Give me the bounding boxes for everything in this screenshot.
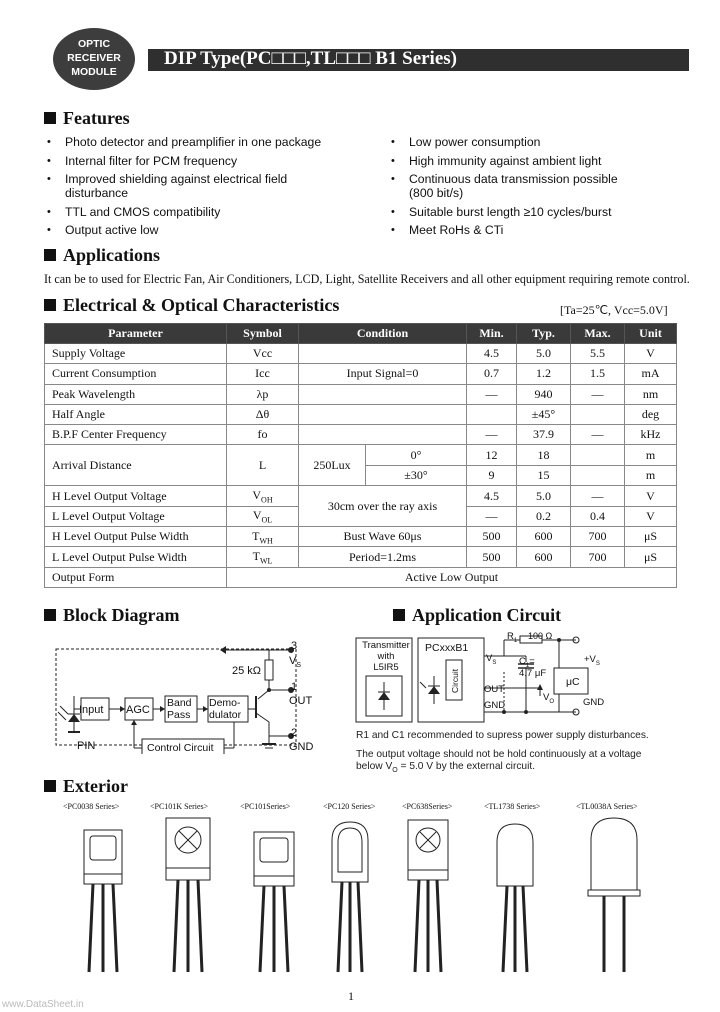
cell: 5.0 (517, 344, 571, 364)
arrow-left-icon (220, 646, 226, 654)
cell: 0.4 (571, 506, 625, 526)
cell: 4.5 (467, 486, 517, 506)
cell: m (625, 465, 677, 486)
c1-value: 4.7 μF (519, 668, 547, 679)
series-label: <PC101K Series> (150, 802, 209, 811)
resistor-label: 25 kΩ (232, 665, 262, 677)
square-bullet-icon (44, 112, 56, 124)
cell: V (625, 486, 677, 506)
cell: L (227, 445, 299, 486)
square-bullet-icon (44, 780, 56, 792)
cell: 15 (517, 465, 571, 486)
vs-text: V (289, 655, 297, 667)
cell: fo (227, 425, 299, 445)
pin1-label: 1 (291, 681, 298, 693)
cell: L Level Output Voltage (45, 506, 227, 526)
gnd-label: GND (289, 741, 314, 753)
pc0038-package (84, 830, 122, 972)
block-diagram-heading-text: Block Diagram (63, 605, 180, 625)
page-title: DIP Type(PC□□□,TL□□□ B1 Series) (164, 48, 457, 69)
cell: Input Signal=0 (299, 364, 467, 384)
table-row (45, 384, 677, 404)
symbol: T (252, 528, 260, 543)
cell (299, 384, 467, 404)
vo-sub: O (549, 698, 555, 705)
cell: 12 (467, 445, 517, 466)
cell: Output Form (45, 567, 227, 587)
vo-text: V (543, 692, 550, 703)
arrival-condition-cell (299, 445, 467, 486)
c1-sub: 1 (525, 662, 530, 669)
cell: H Level Output Voltage (45, 486, 227, 506)
cell: 700 (571, 527, 625, 547)
cell: V (625, 344, 677, 364)
badge-line-2: RECEIVER (67, 52, 121, 64)
col-header: Parameter (45, 324, 227, 344)
optic-receiver-badge (53, 28, 135, 90)
cell: 700 (571, 547, 625, 567)
cell (571, 404, 625, 424)
table-row (45, 364, 677, 384)
transmitter-label (358, 640, 414, 673)
cell: Bust Wave 60μs (299, 527, 467, 547)
application-circuit-heading (393, 605, 561, 626)
test-conditions: [Ta=25℃, Vcc=5.0V] (560, 303, 668, 317)
cell: B.P.F Center Frequency (45, 425, 227, 445)
part-label: PCxxxB1 (425, 642, 469, 654)
pc101-package (254, 832, 294, 972)
resistor (265, 660, 273, 680)
circuit-notes (356, 730, 656, 784)
badge-line-1: OPTIC (77, 38, 111, 50)
cell (227, 486, 299, 506)
cell: kHz (625, 425, 677, 445)
agc-label: AGC (126, 704, 150, 716)
cell: Active Low Output (227, 567, 677, 587)
demod-line-1: Demo- (209, 697, 241, 709)
feature-item: • Internal filter for PCM frequency (46, 154, 346, 168)
page-number: 1 (348, 989, 354, 1003)
arrival-lux: 250Lux (299, 445, 366, 485)
table-row (45, 445, 677, 466)
cell (571, 465, 625, 486)
vs-sub: S (296, 662, 302, 670)
application-circuit-heading-text: Application Circuit (412, 605, 562, 625)
square-bullet-icon (44, 609, 56, 621)
col-header: Typ. (517, 324, 571, 344)
features-list-left (46, 135, 346, 242)
vs-label (486, 653, 496, 666)
out-label: OUT (484, 684, 505, 695)
cell: 500 (467, 527, 517, 547)
table-row (45, 404, 677, 424)
r1-value: 100 Ω (528, 631, 553, 641)
symbol-sub: WH (259, 535, 273, 545)
cell: Half Angle (45, 404, 227, 424)
vs-text: V (486, 653, 493, 664)
symbol-sub: WL (259, 556, 273, 566)
square-bullet-icon (393, 609, 405, 621)
light-ray-icon (420, 682, 426, 688)
col-header: Condition (299, 324, 467, 344)
cell: 940 (517, 384, 571, 404)
series-label: <PC120 Series> (323, 802, 376, 811)
col-header: Unit (625, 324, 677, 344)
control-circuit-label: Control Circuit (147, 742, 214, 754)
exterior-heading-text: Exterior (63, 776, 128, 796)
feature-item: • Photo detector and preamplifier in one package (46, 135, 346, 149)
feature-item: • High immunity against ambient light (390, 154, 650, 168)
feature-item: • Continuous data transmission possible (800 bit/s) (390, 172, 629, 200)
col-header: Symbol (227, 324, 299, 344)
vo-label (543, 692, 554, 705)
symbol-sub: OH (261, 495, 273, 505)
cell: 5.5 (571, 344, 625, 364)
cell: V (625, 506, 677, 526)
cell: 9 (467, 465, 517, 486)
out-label: OUT (289, 695, 313, 707)
c1-text: C (519, 656, 526, 667)
tx-line-2: with (377, 651, 395, 662)
photodiode-icon (428, 686, 440, 694)
r1-label (507, 631, 517, 644)
vs-label (289, 655, 301, 669)
cell: λp (227, 384, 299, 404)
c1-eq: = (529, 656, 535, 667)
table-row (45, 547, 677, 567)
applications-heading (44, 245, 160, 266)
vs-sub: S (492, 659, 497, 666)
note-1: R1 and C1 recommended to supress power supply disturbances. (356, 730, 649, 741)
cell: 600 (517, 547, 571, 567)
pc101k-package (166, 818, 210, 972)
cell: — (467, 384, 517, 404)
cell: Period=1.2ms (299, 547, 467, 567)
cell: — (571, 425, 625, 445)
cell: 5.0 (517, 486, 571, 506)
pc638-package (408, 820, 448, 972)
feature-item: • Suitable burst length ≥10 cycles/burst (390, 205, 650, 219)
arrival-angle: 0° (366, 445, 466, 466)
gnd-label: GND (484, 700, 506, 711)
input-label: Input (79, 704, 104, 716)
bandpass-line-1: Band (167, 697, 192, 709)
pin-label: PIN (77, 740, 96, 752)
feature-item: • TTL and CMOS compatibility (46, 205, 346, 219)
feature-item: • Meet RoHs & CTi (390, 223, 650, 237)
cell: deg (625, 404, 677, 424)
cell: 1.5 (571, 364, 625, 384)
cell: Supply Voltage (45, 344, 227, 364)
note-2-a: The output voltage should not be hold continuously at a voltage below V (356, 749, 642, 772)
block-diagram-heading (44, 605, 180, 626)
tl0038a-package (588, 818, 640, 972)
cell: 37.9 (517, 425, 571, 445)
features-list-right (390, 135, 650, 242)
feature-item: • Improved shielding against electrical field disturbance (46, 172, 305, 200)
symbol: V (252, 487, 262, 502)
bandpass-line-2: Pass (167, 709, 191, 721)
cell: 0.7 (467, 364, 517, 384)
feature-item: • Low power consumption (390, 135, 650, 149)
cell: Current Consumption (45, 364, 227, 384)
cell: Vcc (227, 344, 299, 364)
cell: L Level Output Pulse Width (45, 547, 227, 567)
exterior-heading (44, 776, 128, 797)
cell: Icc (227, 364, 299, 384)
watermark: www.DataSheet.in (2, 999, 84, 1010)
cell: 18 (517, 445, 571, 466)
arrival-angle: ±30° (404, 468, 428, 483)
cell (227, 506, 299, 526)
cell (299, 344, 467, 364)
col-header: Max. (571, 324, 625, 344)
tx-line-1: Transmitter (362, 640, 410, 651)
cell: — (571, 384, 625, 404)
feature-item: • Output active low (46, 223, 346, 237)
cell: 500 (467, 547, 517, 567)
series-label: <TL1738 Series> (484, 802, 541, 811)
square-bullet-icon (44, 299, 56, 311)
plus-vs-label (584, 654, 600, 667)
cell: H Level Output Pulse Width (45, 527, 227, 547)
series-label: <PC0038 Series> (63, 802, 120, 811)
cell: Δθ (227, 404, 299, 424)
characteristics-heading-text: Electrical & Optical Characteristics (63, 295, 340, 315)
uc-label: μC (566, 676, 580, 688)
exterior-drawings (44, 812, 684, 982)
cell: 4.5 (467, 344, 517, 364)
r1-text: R (507, 631, 514, 642)
table-header-row (45, 324, 677, 344)
cell: Peak Wavelength (45, 384, 227, 404)
demod-line-2: dulator (209, 709, 242, 721)
cell: μS (625, 547, 677, 567)
tl1738-package (497, 824, 533, 972)
plus-vs-sub: S (595, 660, 600, 667)
table-row (45, 344, 677, 364)
symbol: V (252, 508, 262, 523)
pin3-label: 3 (291, 640, 298, 652)
cell: — (467, 506, 517, 526)
cell: mA (625, 364, 677, 384)
table-row (45, 527, 677, 547)
cell: 1.2 (517, 364, 571, 384)
r1-sub: 1 (513, 637, 518, 644)
symbol: T (252, 548, 260, 563)
table-row (45, 567, 677, 587)
cell (571, 445, 625, 466)
gnd2-label: GND (583, 697, 605, 708)
cell: 600 (517, 527, 571, 547)
demodulator-label (209, 697, 241, 721)
cell: Arrival Distance (45, 445, 227, 486)
note-2 (356, 749, 656, 777)
applications-heading-text: Applications (63, 245, 161, 265)
cell: μS (625, 527, 677, 547)
bandpass-label (167, 697, 192, 721)
cell: — (571, 486, 625, 506)
series-label: <TL0038A Series> (576, 802, 638, 811)
characteristics-heading (44, 295, 339, 316)
tx-line-3: L5IR5 (373, 662, 399, 673)
cell (227, 547, 299, 567)
cell: ±45° (517, 404, 571, 424)
characteristics-table (44, 323, 677, 588)
pin2-label: 2 (291, 727, 298, 739)
cell (299, 425, 467, 445)
features-heading (44, 108, 130, 129)
table-row (45, 425, 677, 445)
cell (227, 527, 299, 547)
pc120-package (332, 822, 368, 972)
col-header: Min. (467, 324, 517, 344)
note-2-sub: O (392, 767, 398, 775)
cell: 30cm over the ray axis (299, 486, 467, 527)
series-label: <PC638Series> (402, 802, 453, 811)
badge-line-3: MODULE (71, 66, 117, 78)
c1-label (519, 656, 535, 669)
series-label: <PC101Series> (240, 802, 291, 811)
features-heading-text: Features (63, 108, 130, 128)
cell: — (467, 425, 517, 445)
light-ray-icon (60, 706, 68, 714)
symbol-sub: OL (261, 515, 273, 525)
cell: nm (625, 384, 677, 404)
applications-text: It can be to used for Electric Fan, Air Conditioners, LCD, Light, Satellite Receivers and all other equipment requiring remote control. (44, 272, 690, 286)
cell (467, 404, 517, 424)
circuit-label: Circuit (450, 668, 460, 693)
cell: 0.2 (517, 506, 571, 526)
square-bullet-icon (44, 249, 56, 261)
cell: m (625, 445, 677, 466)
note-2-b: = 5.0 V by the external circuit. (397, 761, 536, 772)
plus-vs-text: +V (584, 654, 596, 665)
led-icon (378, 692, 390, 700)
table-row (45, 486, 677, 506)
cell (299, 404, 467, 424)
